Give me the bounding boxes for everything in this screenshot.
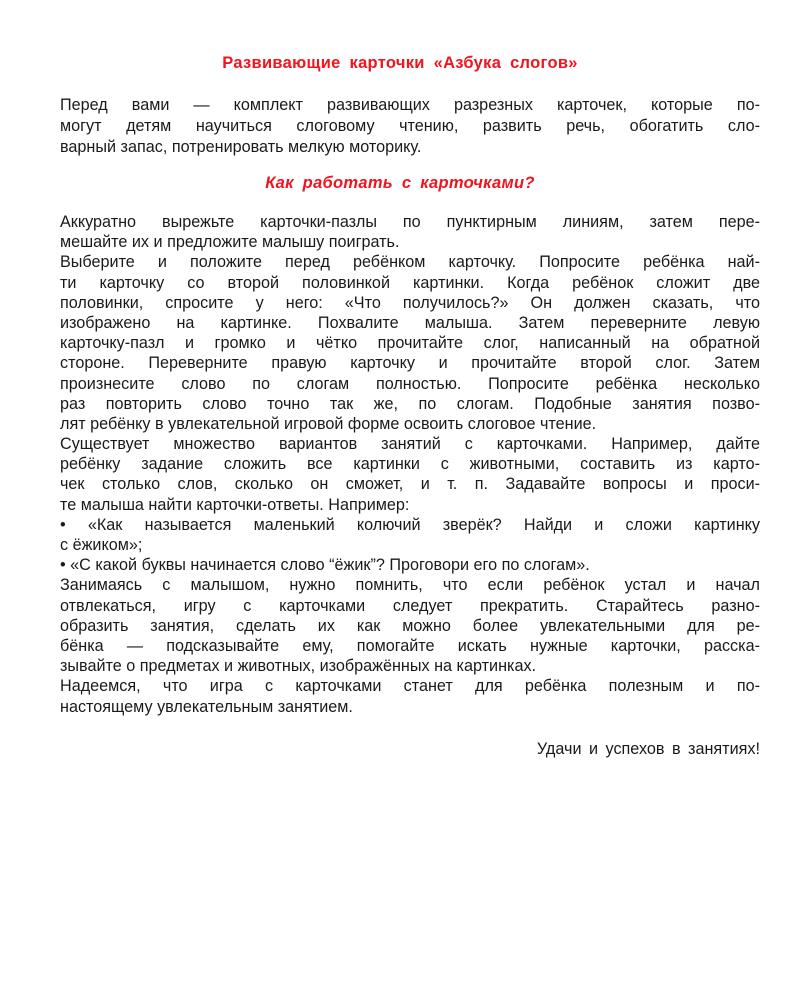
bullet-item: [60, 555, 760, 575]
text-line: стороне. Переверните правую карточку и прочитайте второй слог. Затем: [60, 354, 760, 373]
text-line: с ёжиком»;: [60, 536, 143, 554]
paragraph: [60, 676, 760, 716]
text-line: образить занятия, сделать их как можно более увлекательными для ре-: [60, 616, 760, 635]
paragraph: [60, 575, 760, 676]
text-line: Аккуратно вырежьте карточки-пазлы по пунктирным линиям, затем пере-: [60, 213, 760, 231]
text-line: произнесите слово по слогам полностью. Попросите ребёнка несколько: [60, 374, 760, 393]
text-line: изображено на картинке. Похвалите малыша. Затем переверните левую: [60, 313, 760, 332]
intro-line: Перед вами — комплект развивающих разрезных карточек, которые по-: [60, 96, 760, 114]
text-line: карточку-пазл и громко и чётко прочитайте слог, написанный на обратной: [60, 334, 760, 353]
paragraph: [60, 252, 760, 434]
text-line: • «С какой буквы начинается слово “ёжик”? Проговори его по слогам».: [60, 556, 590, 575]
text-line: отвлекаться, игру с карточками следует прекратить. Старайтесь разно-: [60, 596, 760, 615]
text-line: те малыша найти карточки-ответы. Например:: [60, 495, 410, 514]
text-line: зывайте о предметах и животных, изображённых на картинках.: [60, 657, 537, 676]
text-line: Занимаясь с малышом, нужно помнить, что если ребёнок устал и начал: [60, 576, 760, 595]
text-line: чек столько слов, сколько он сможет, и т. п. Задавайте вопросы и проси-: [60, 475, 760, 494]
text-line: бёнка — подсказывайте ему, помогайте искать нужные карточки, расска-: [60, 636, 760, 655]
paragraph: [60, 434, 760, 515]
bullet-item: [60, 515, 760, 555]
text-line: ребёнку задание сложить все картинки с животными, составить из карто-: [60, 455, 760, 474]
instructions-body: [60, 212, 760, 717]
closing-line: Удачи и успехов в занятиях!: [536, 740, 760, 758]
document-title: Развивающие карточки «Азбука слогов»: [222, 54, 578, 72]
text-line: настоящему увлекательным занятием.: [60, 697, 353, 716]
text-line: • «Как называется маленький колючий зверёк? Найди и сложи картинку: [60, 515, 760, 534]
text-line: мешайте их и предложите малышу поиграть.: [60, 233, 400, 252]
text-line: Выберите и положите перед ребёнком карточку. Попросите ребёнка най-: [60, 253, 760, 272]
text-line: лят ребёнку в увлекательной игровой форме освоить слоговое чтение.: [60, 414, 597, 433]
intro-line: варный запас, потренировать мелкую моторику.: [60, 138, 422, 156]
text-line: ти карточку со второй половинкой картинки. Когда ребёнок сложит две: [60, 273, 760, 292]
text-line: половинки, спросите у него: «Что получилось?» Он должен сказать, что: [60, 293, 760, 312]
intro-line: могут детям научиться слоговому чтению, развить речь, обогатить сло-: [60, 117, 760, 135]
text-line: Надеемся, что игра с карточками станет для ребёнка полезным и по-: [60, 677, 760, 696]
section-heading: Как работать с карточками?: [265, 174, 535, 192]
intro-paragraph: [60, 95, 760, 158]
paragraph: [60, 212, 760, 252]
text-line: раз повторить слово точно так же, по слогам. Подобные занятия позво-: [60, 394, 760, 413]
text-line: Существует множество вариантов занятий с карточками. Например, дайте: [60, 435, 760, 454]
